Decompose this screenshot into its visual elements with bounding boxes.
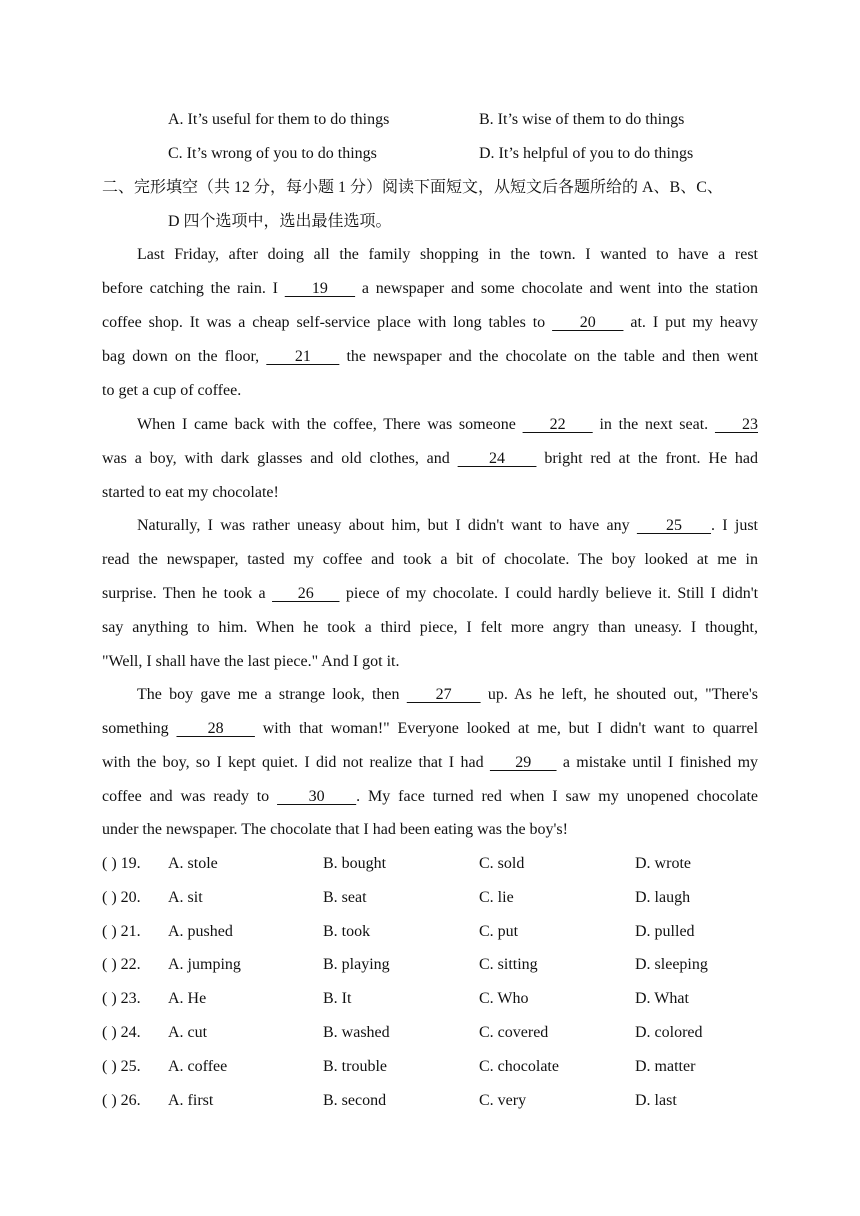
choice-d: D. pulled bbox=[635, 922, 695, 940]
passage-text: coffee shop. It was a cheap self-service place with long tables to bbox=[102, 314, 546, 331]
question-row bbox=[102, 948, 758, 982]
choice-d: D. wrote bbox=[635, 855, 691, 872]
passage-text: . My face turned red when I saw my unopened chocolate bbox=[356, 788, 759, 805]
passage-line bbox=[102, 442, 758, 476]
choice-b: B. took bbox=[323, 922, 371, 940]
blank-30: 30 bbox=[277, 788, 357, 805]
passage-line bbox=[102, 678, 758, 712]
choice-a: A. pushed bbox=[168, 922, 233, 940]
question-row bbox=[102, 982, 758, 1016]
option-c: C. It’s wrong of you to do things bbox=[168, 145, 377, 162]
choice-b: B. It bbox=[323, 990, 352, 1008]
passage-line bbox=[102, 577, 758, 611]
blank-21: 21 bbox=[266, 348, 340, 365]
passage-text: coffee and was ready to bbox=[102, 788, 270, 805]
passage-line: started to eat my chocolate! bbox=[102, 484, 279, 501]
blank-26: 26 bbox=[272, 585, 340, 602]
question-row bbox=[102, 915, 758, 949]
passage-text: at. I put my heavy bbox=[630, 314, 759, 331]
passage-line bbox=[102, 340, 758, 374]
passage-text: Naturally, I was rather uneasy about him, but I didn't want to have any bbox=[137, 517, 630, 534]
option-a: A. It’s useful for them to do things bbox=[168, 111, 390, 128]
passage-text: piece of my chocolate. I could hardly believe it. Still I didn't bbox=[345, 585, 759, 602]
passage-text: with the boy, so I kept quiet. I did not realize that I had bbox=[102, 754, 484, 771]
choice-c: C. put bbox=[479, 922, 519, 940]
passage-line bbox=[102, 780, 758, 814]
passage-text: a newspaper and some chocolate and went into the station bbox=[361, 280, 758, 297]
choice-a: A. cut bbox=[168, 1024, 208, 1041]
option-b: B. It’s wise of them to do things bbox=[479, 111, 685, 128]
choice-d: D. What bbox=[635, 990, 689, 1008]
choice-d: D. colored bbox=[635, 1024, 703, 1041]
question-number: ( ) 26. bbox=[102, 1091, 141, 1109]
passage-line: to get a cup of coffee. bbox=[102, 382, 242, 399]
passage-text: with that woman!" Everyone looked at me, but I didn't want to quarrel bbox=[262, 720, 759, 737]
choice-c: C. lie bbox=[479, 888, 514, 906]
choice-d: D. sleeping bbox=[635, 956, 708, 974]
question-number: ( ) 19. bbox=[102, 855, 141, 872]
blank-23: 23 bbox=[714, 416, 759, 433]
question-row bbox=[102, 881, 758, 915]
blank-22: 22 bbox=[522, 416, 593, 433]
blank-20: 20 bbox=[552, 314, 624, 331]
blank-27: 27 bbox=[406, 686, 481, 703]
passage-text: bright red at the front. He had bbox=[544, 450, 759, 467]
option-d: D. It’s helpful of you to do things bbox=[479, 145, 694, 162]
passage-line bbox=[102, 712, 758, 746]
choice-c: C. chocolate bbox=[479, 1057, 559, 1075]
question-number: ( ) 25. bbox=[102, 1057, 141, 1075]
passage-line: say anything to him. When he took a third piece, I felt more angry than uneasy. I thought, bbox=[102, 619, 758, 636]
passage-text: the newspaper and the chocolate on the table and then went bbox=[346, 348, 759, 365]
blank-24: 24 bbox=[457, 450, 537, 467]
passage-text: surprise. Then he took a bbox=[102, 585, 266, 602]
choice-b: B. second bbox=[323, 1091, 387, 1109]
passage-line bbox=[102, 272, 758, 306]
blank-28: 28 bbox=[176, 720, 255, 737]
passage-line bbox=[102, 746, 758, 780]
passage-text: in the next seat. bbox=[599, 416, 709, 433]
choice-b: B. washed bbox=[323, 1024, 390, 1041]
question-row bbox=[102, 1016, 758, 1050]
passage-text: was a boy, with dark glasses and old clothes, and bbox=[102, 450, 450, 467]
choice-a: A. first bbox=[168, 1091, 214, 1109]
passage-text: a mistake until I finished my bbox=[562, 754, 759, 771]
choice-b: B. seat bbox=[323, 888, 367, 906]
choice-c: C. covered bbox=[479, 1024, 549, 1041]
choice-d: D. matter bbox=[635, 1057, 696, 1075]
passage-text: before catching the rain. I bbox=[102, 280, 278, 297]
choice-b: B. playing bbox=[323, 956, 390, 974]
choice-a: A. coffee bbox=[168, 1057, 228, 1075]
question-number: ( ) 24. bbox=[102, 1024, 141, 1041]
section-heading: 二、完形填空（共 12 分，每小题 1 分）阅读下面短文，从短文后各题所给的 A、B、C、 bbox=[102, 179, 723, 196]
choice-d: D. laugh bbox=[635, 888, 691, 906]
blank-29: 29 bbox=[489, 754, 557, 771]
choice-c: C. sitting bbox=[479, 956, 538, 974]
passage-text: up. As he left, he shouted out, "There's bbox=[487, 686, 759, 703]
passage-line bbox=[102, 509, 758, 543]
choice-b: B. trouble bbox=[323, 1057, 387, 1075]
passage-line: Last Friday, after doing all the family shopping in the town. I wanted to have a rest bbox=[137, 246, 758, 263]
choice-c: C. sold bbox=[479, 855, 525, 872]
passage-text: The boy gave me a strange look, then bbox=[137, 686, 400, 703]
choice-b: B. bought bbox=[323, 855, 387, 872]
passage-text: When I came back with the coffee, There was someone bbox=[137, 416, 516, 433]
question-row bbox=[102, 1084, 758, 1118]
choice-a: A. stole bbox=[168, 855, 218, 872]
blank-25: 25 bbox=[636, 517, 712, 534]
passage-line: "Well, I shall have the last piece." And I got it. bbox=[102, 653, 400, 670]
passage-text: . I just bbox=[711, 517, 758, 534]
choice-a: A. jumping bbox=[168, 956, 241, 974]
choice-a: A. sit bbox=[168, 888, 203, 906]
section-heading-cont: D 四个选项中，选出最佳选项。 bbox=[168, 213, 392, 230]
question-number: ( ) 22. bbox=[102, 956, 141, 974]
passage-line: read the newspaper, tasted my coffee and took a bit of chocolate. The boy looked at me in bbox=[102, 551, 758, 568]
passage-line bbox=[102, 306, 758, 340]
question-row bbox=[102, 1050, 758, 1084]
question-number: ( ) 20. bbox=[102, 888, 141, 906]
passage-text: bag down on the floor, bbox=[102, 348, 260, 365]
question-number: ( ) 23. bbox=[102, 990, 141, 1008]
question-row bbox=[102, 847, 758, 881]
question-number: ( ) 21. bbox=[102, 922, 141, 940]
passage-line: under the newspaper. The chocolate that I had been eating was the boy's! bbox=[102, 821, 568, 838]
choice-c: C. Who bbox=[479, 990, 529, 1008]
choice-a: A. He bbox=[168, 990, 207, 1008]
passage-text: something bbox=[102, 720, 169, 737]
choice-c: C. very bbox=[479, 1091, 527, 1109]
choice-d: D. last bbox=[635, 1091, 677, 1109]
blank-19: 19 bbox=[284, 280, 356, 297]
passage-line bbox=[102, 408, 758, 442]
